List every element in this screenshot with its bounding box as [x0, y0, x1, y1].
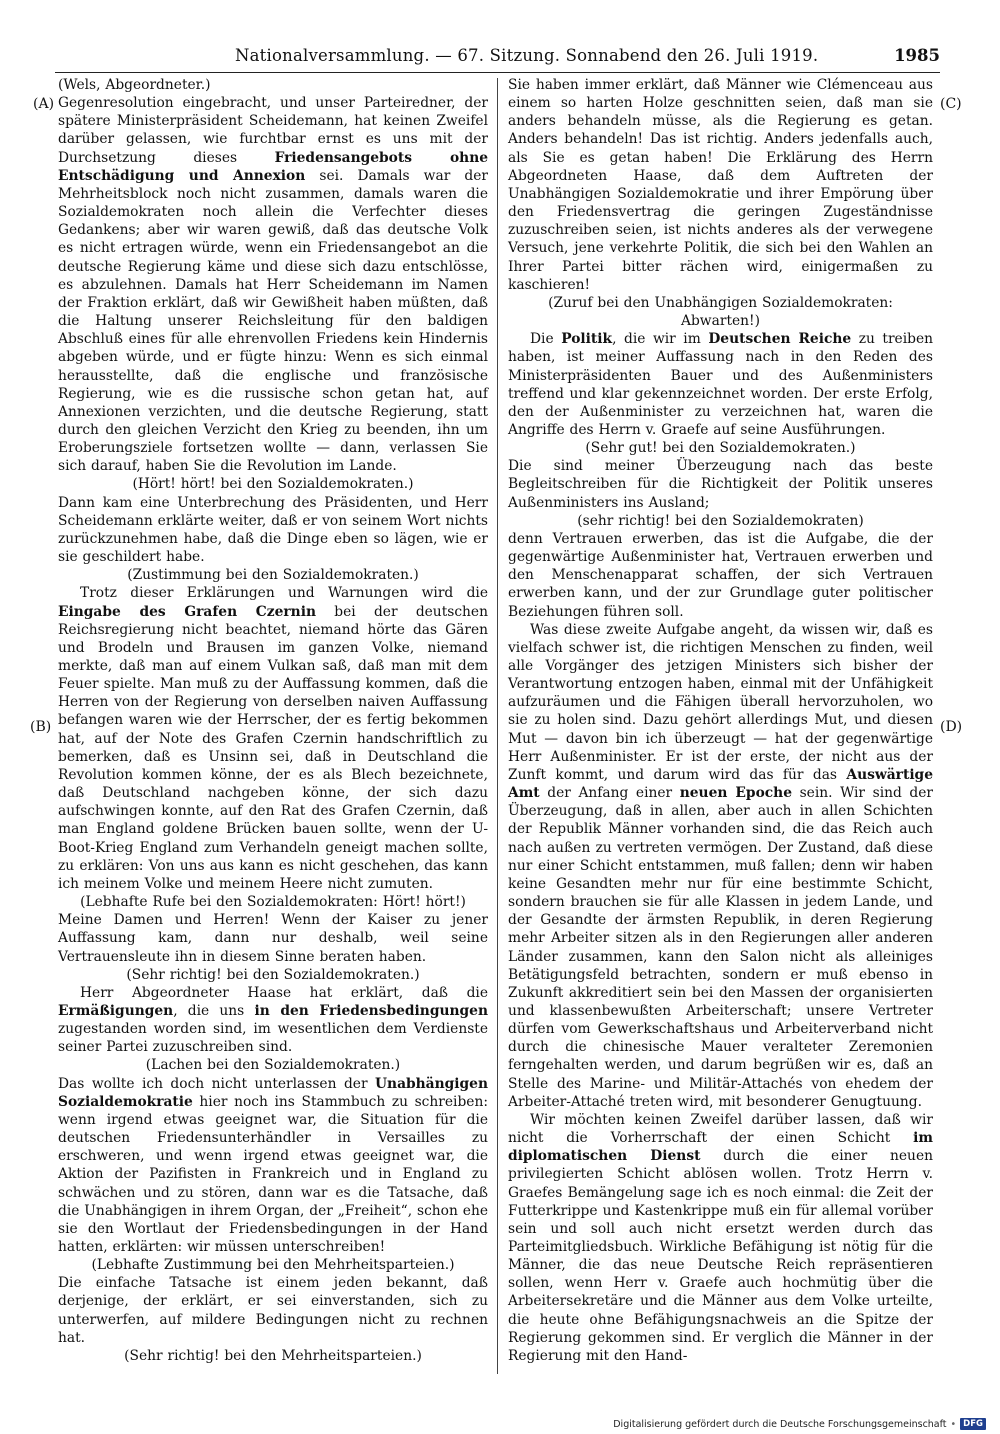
margin-marker-b: (B) [30, 719, 52, 735]
paragraph: Herr Abgeordneter Haase hat erklärt, daß die Ermäßigungen, die uns in den Friedensbedingungen zugestanden worden sind, im wesentlichen dem Verdienste seiner Partei zuzuschreiben sind. [58, 984, 488, 1056]
interjection: (Zuruf bei den Unabhängigen Sozialdemokraten: Abwarten!) [548, 294, 893, 330]
paragraph: Sie haben immer erklärt, daß Männer wie Clémenceau aus einem so harten Holze geschnitten seien, daß man sie anders behandeln müsse, als die Regierung es getan. Anders behandeln! Das ist richtig. Anders jedenfalls auch, als Sie es getan haben! Die Erklärung des Herrn Abgeordneten Haase, daß dem Auftreten der Unabhängigen Sozialdemokratie und ihrer Empörung über den Friedensvertrag die geringen Zugeständnisse zuzuschreiben seien, ist nichts anderes als der verwegene Versuch, jene verkehrte Politik, die sich bei den Wahlen an Ihrer Partei bitter rächen wird, einigermaßen zu kaschieren! [508, 77, 933, 293]
paragraph: Gegenresolution eingebracht, und unser Parteiredner, der spätere Ministerpräsident Scheidemann, hat keinen Zweifel darüber gelassen, wie furchtbar ernst es uns mit der Durchsetzung dieses Friedensangebots ohne Entschädigung und Annexion sei. Damals war der Mehrheitsblock noch nicht zusammen, damals waren die Sozialdemokraten noch allein die Verfechter dieses Gedankens; aber wir waren gewiß, daß das deutsche Volk es nicht ertragen würde, wenn ein Friedensangebot an die deutsche Regierung käme und diese sich dazu entschlösse, es abzulehnen. Damals hat Herr Scheidemann im Namen der Fraktion erklärt, daß wir Gewißheit haben müßten, daß die Haltung unserer Reichsleitung für den baldigen Abschluß eines für alle ehrenvollen Friedens kein Hindernis abgeben würde, und er fügte hinzu: Wenn es sich einmal herausstellte, daß die englische und französische Regierung, wie es die russische schon getan hat, auf Annexionen verzichten, und die deutsche Regierung, statt durch den gleichen Verzicht den Krieg zu beenden, ihn um Eroberungsziele fortsetzen wollte — dann, verlassen Sie sich darauf, haben Sie die Revolution im Lande. [58, 95, 488, 475]
margin-marker-d: (D) [940, 719, 963, 735]
interjection: (Lebhafte Rufe bei den Sozialdemokraten: Hört! hört!) [80, 894, 466, 911]
paragraph: Was diese zweite Aufgabe angeht, da wissen wir, daß es vielfach schwer ist, die richtigen Menschen zu finden, weil alle Vorgänger des jetzigen Ministers sich bisher der Verantwortung entzogen haben, einmal mit der Unfähigkeit aufzuräumen und die Fähigen überall hervorzuholen, wo sie zu holen sind. Dazu gehört allerdings Mut, und diesen Mut — davon bin ich überzeugt — hat der gegenwärtige Herr Außenminister. Er ist der erste, der nicht aus der Zunft kommt, und darum wird das für das Auswärtige Amt der Anfang einer neuen Epoche sein. Wir sind der Überzeugung, daß in allen, aber auch in allen Schichten der Republik Männer vorhanden sind, die das Reich auch nach außen zu vertreten vermögen. Der Zustand, daß diese nur einer Schicht entstammen, muß fallen; denn wir haben keine Gesandten mehr nur für eine bestimmte Schicht, sondern brauchen sie für alle Klassen in jedem Lande, und der Gesandte der ärmsten Republik, in deren Regierung mehr Arbeiter sitzen als in den Regierungen aller anderen Länder zusammen, kann den Salon nicht als alleiniges Betätigungsfeld betrachten, sondern er muß ebenso in Zukunft akkreditiert sein bei den Massen der organisierten und klassenbewußten Arbeiterschaft; unsere Vertreter dürfen vom Gewerkschaftshaus und Arbeiterverband nicht durch die chinesische Mauer veralteter Zeremonien ferngehalten werden, und darum begrüßen wir es, daß an Stelle des Marine- und Militär-Attachés von ehedem der Arbeiter-Attaché treten wird, mit besonderer Genugtuung. [508, 621, 933, 1110]
emphasis: neuen Epoche [679, 785, 792, 802]
paragraph: Wir möchten keinen Zweifel darüber lassen, daß wir nicht die Vorherrschaft der einen Schicht im diplomatischen Dienst durch die einer neuen privilegierten Schicht ablösen wollen. Trotz Herrn v. Graefes Bemängelung sage ich es noch einmal: die Zeit der Futterkrippe und Kastenkrippe muß ein für allemal vorüber sein und soll auch nicht ersetzt werden durch das Parteimitgliedsbuch. Wirkliche Befähigung ist nötig für die Männer, die das neue Deutsche Reich repräsentieren sollen, wenn Herr v. Graefe auch hochmütig über die Arbeitersekretäre und die Männer aus dem Volke urteilte, die heute ohne Befähigungsnachweis an die Spitze der Regierung gekommen sind. Er verglich die Männer in der Regierung mit den Hand- [508, 1111, 933, 1364]
paragraph: denn Vertrauen erwerben, das ist die Aufgabe, die der gegenwärtige Außenminister hat, Vertrauen erwerben und den Menschenapparat schaffen, der sich Vertrauen erwerben kann, und der zur Grundlage guter politischer Beziehungen führen soll. [508, 530, 933, 620]
paragraph: Die einfache Tatsache ist einem jeden bekannt, daß derjenige, der erklärt, er sei einverstanden, sich zu unterwerfen, auf mildere Bedingungen nicht zu rechnen hat. [58, 1275, 488, 1346]
page-number: 1985 [894, 46, 940, 65]
left-column [58, 76, 488, 1365]
credit-separator: • [950, 1418, 957, 1430]
interjection: (Zustimmung bei den Sozialdemokraten.) [127, 567, 419, 584]
paragraph: Trotz dieser Erklärungen und Warnungen wird die Eingabe des Grafen Czernin bei der deutschen Reichsregierung nicht beachtet, niemand hörte das Gären und Brodeln und Brausen im ganzen Volke, niemand merkte, daß man auf einem Vulkan saß, daß man mit dem Feuer spielte. Man muß zu der Auffassung kommen, daß die Herren von der Regierung von derselben naiven Auffassung befangen waren wie der Herrscher, der es fertig bekommen hat, auf der Note des Grafen Czernin handschriftlich zu bemerken, daß es Unsinn sei, daß in Deutschland die Revolution kommen könne, der es als Blech bezeichnete, daß Deutschland nachgeben könne, der sich dazu aufschwingen konnte, auf den Rat des Grafen Czernin, daß man England goldene Brücken bauen sollte, wenn der U-Boot-Krieg England zum Verhandeln geneigt machen sollte, zu erklären: Von uns aus kann es nicht geschehen, das kann ich meinem Volke und meinem Heere nicht zumuten. [58, 585, 488, 892]
paragraph: Die Politik, die wir im Deutschen Reiche zu treiben haben, ist meiner Auffassung nach in den Reden des Ministerpräsidenten Bauer und des Außenministers treffend und klar gekennzeichnet worden. Der erste Erfolg, den der Außenminister zu verzeichnen hat, waren die Angriffe des Herrn v. Graefe auf seine Ausführungen. [508, 331, 933, 438]
interjection: (Sehr richtig! bei den Mehrheitsparteien.) [124, 1347, 422, 1364]
interjection: (Sehr gut! bei den Sozialdemokraten.) [585, 440, 856, 457]
header-title: Nationalversammlung. — 67. Sitzung. Sonnabend den 26. Juli 1919. [235, 46, 819, 65]
emphasis: in den Friedensbedingungen [254, 1002, 488, 1019]
credit-text: Digitalisierung gefördert durch die Deutsche Forschungsgemeinschaft [613, 1418, 947, 1430]
emphasis: Friedensangebots ohne Entschädigung und Annexion [58, 149, 488, 184]
interjection: (Sehr richtig! bei den Sozialdemokraten.) [126, 966, 420, 983]
paragraph: Dann kam eine Unterbrechung des Präsidenten, und Herr Scheidemann erklärte weiter, daß er von seinem Wort nichts zurückzunehmen habe, daß die Dinge eben so lägen, wie er sie geschildert habe. [58, 494, 488, 566]
digitization-credit [613, 1417, 986, 1431]
paragraph: Das wollte ich doch nicht unterlassen der Unabhängigen Sozialdemokratie hier noch ins Stammbuch zu schreiben: wenn irgend etwas geeignet war, die Situation für die deutschen Friedensunterhändler in Versailles zu erschweren, und wenn irgend etwas geeignet war, die Aktion der Pazifisten in Frankreich und in England zu schwächen und zu stören, dann war es die Tatsache, daß die Unabhängigen in ihrem Organ, der „Freiheit“, schon ehe sie den Wortlaut der Friedensbedingungen in der Hand hatten, erklärten: wir müssen unterschreiben! [58, 1075, 488, 1255]
emphasis: Eingabe des Grafen Czernin [58, 603, 316, 620]
emphasis: Deutschen Reiche [708, 331, 852, 348]
page-header [55, 44, 940, 73]
dfg-logo-icon: DFG [960, 1418, 986, 1430]
paragraph: Die sind meiner Überzeugung nach das beste Begleitschreiben für die Richtigkeit der Politik unseres Außenministers ins Ausland; [508, 458, 933, 511]
margin-marker-c: (C) [940, 96, 962, 112]
interjection: (sehr richtig! bei den Sozialdemokraten) [577, 512, 864, 529]
right-column [508, 76, 933, 1365]
speaker-label: (Wels, Abgeordneter.) [58, 77, 211, 93]
paragraph: Meine Damen und Herren! Wenn der Kaiser zu jener Auffassung kam, dann nur deshalb, weil seine Vertrauensleute ihn in diesem Sinne beraten haben. [58, 912, 488, 965]
column-divider [497, 78, 498, 1374]
emphasis: im diplomatischen Dienst [508, 1130, 933, 1165]
interjection: (Lebhafte Zustimmung bei den Mehrheitsparteien.) [91, 1257, 455, 1274]
emphasis: Ermäßigungen [58, 1002, 174, 1019]
interjection: (Hört! hört! bei den Sozialdemokraten.) [132, 476, 414, 493]
emphasis: Politik [561, 331, 613, 348]
emphasis: Auswärtige Amt [508, 766, 933, 802]
emphasis: Unabhängigen Sozialdemokratie [58, 1075, 488, 1110]
interjection: (Lachen bei den Sozialdemokraten.) [145, 1057, 401, 1074]
margin-marker-a: (A) [33, 96, 55, 112]
